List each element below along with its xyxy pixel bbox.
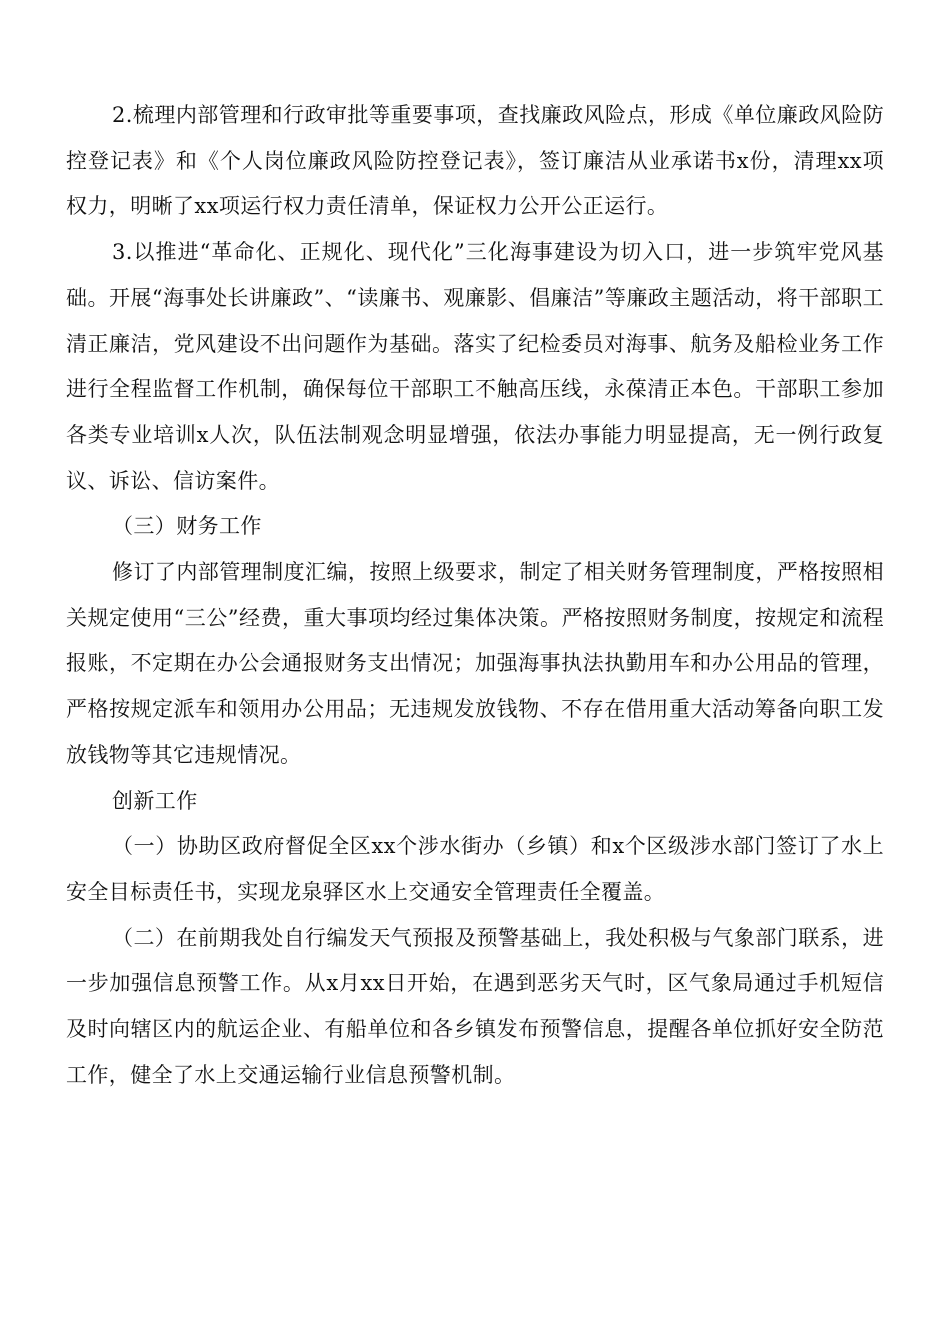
paragraph-innovation-1: （一）协助区政府督促全区xx个涉水街办（乡镇）和x个区级涉水部门签订了水上安全目标责任书，实现龙泉驿区水上交通安全管理责任全覆盖。 (66, 834, 884, 904)
section-heading-innovation: 创新工作 (112, 788, 198, 813)
paragraph-risk-control: 2.梳理内部管理和行政审批等重要事项，查找廉政风险点，形成《单位廉政风险防控登记表》和《个人岗位廉政风险防控登记表》，签订廉洁从业承诺书x份，清理xx项权力，明晰了xx项运行权力责任清单，保证权力公开公正运行。 (66, 103, 884, 219)
section-heading-finance: （三）财务工作 (112, 514, 262, 539)
paragraph-finance: 修订了内部管理制度汇编，按照上级要求，制定了相关财务管理制度，严格按照相关规定使用“三公”经费，重大事项均经过集体决策。严格按照财务制度，按规定和流程报账，不定期在办公会通报财务支出情况；加强海事执法执勤用车和办公用品的管理，严格按规定派车和领用办公用品；无违规发放钱物、不存在借用重大活动筹备向职工发放钱物等其它违规情况。 (66, 560, 884, 767)
paragraph-innovation-2: （二）在前期我处自行编发天气预报及预警基础上，我处积极与气象部门联系，进一步加强信息预警工作。从x月xx日开始，在遇到恶劣天气时，区气象局通过手机短信及时向辖区内的航运企业、有船单位和各乡镇发布预警信息，提醒各单位抓好安全防范工作，健全了水上交通运输行业信息预警机制。 (66, 925, 884, 1087)
paragraph-party-style: 3.以推进“革命化、正规化、现代化”三化海事建设为切入口，进一步筑牢党风基础。开展“海事处长讲廉政”、“读廉书、观廉影、倡廉洁”等廉政主题活动，将干部职工清正廉洁，党风建设不出问题作为基础。落实了纪检委员对海事、航务及船检业务工作进行全程监督工作机制，确保每位干部职工不触高压线，永葆清正本色。干部职工参加各类专业培训x人次，队伍法制观念明显增强，依法办事能力明显提高，无一例行政复议、诉讼、信访案件。 (66, 240, 884, 493)
